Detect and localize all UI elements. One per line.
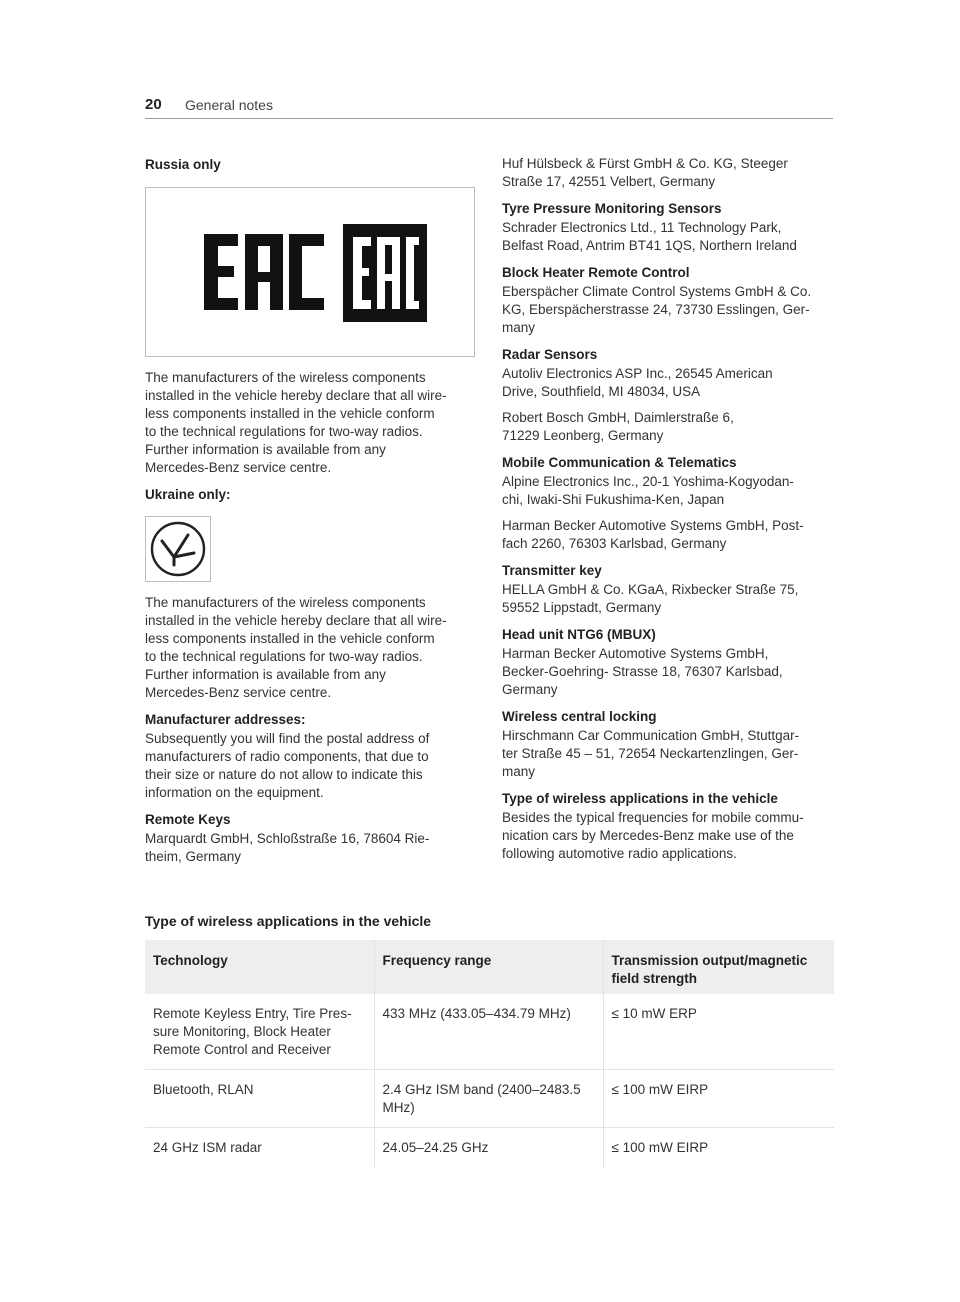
radar-text-2b: 71229 Leonberg, Germany bbox=[502, 428, 664, 443]
tyre-text-2: Belfast Road, Antrim BT41 1QS, Northern Ireland bbox=[502, 238, 797, 253]
block-text-2: KG, Eberspächerstrasse 24, 73730 Esslingen, Ger- bbox=[502, 302, 810, 317]
header-frequency: Frequency range bbox=[374, 940, 603, 994]
remote-keys-text-1: Marquardt GmbH, Schloßstraße 16, 78604 Rie- bbox=[145, 831, 430, 846]
type-heading: Type of wireless applications in the vehicle bbox=[502, 791, 778, 806]
header-technology: Technology bbox=[145, 940, 374, 994]
type-text-3: following automotive radio applications. bbox=[502, 846, 737, 861]
remote-keys-text-2: theim, Germany bbox=[145, 849, 242, 864]
header-transmission: Transmission output/magnetic field strength bbox=[603, 940, 834, 994]
cell-transmission: ≤ 100 mW EIRP bbox=[603, 1070, 834, 1128]
cell-frequency: 24.05–24.25 GHz bbox=[374, 1128, 603, 1168]
cell-transmission: ≤ 10 mW ERP bbox=[603, 994, 834, 1070]
table-row bbox=[145, 994, 834, 1070]
cell-transmission: ≤ 100 mW EIRP bbox=[603, 1128, 834, 1168]
russia-text-3: less components installed in the vehicle conform bbox=[145, 406, 435, 421]
wireless-heading: Wireless central locking bbox=[502, 709, 657, 724]
russia-text-2: installed in the vehicle hereby declare that all wire- bbox=[145, 388, 447, 403]
headunit-heading: Head unit NTG6 (MBUX) bbox=[502, 627, 656, 642]
right-column bbox=[502, 155, 838, 863]
cell-frequency: 2.4 GHz ISM band (2400–2483.5 MHz) bbox=[374, 1070, 603, 1128]
manufacturer-text-4: information on the equipment. bbox=[145, 785, 324, 800]
ukraine-mark-box bbox=[145, 516, 211, 582]
wireless-text-1: Hirschmann Car Communication GmbH, Stuttgar- bbox=[502, 728, 800, 743]
ukraine-text-6: Mercedes-Benz service centre. bbox=[145, 685, 332, 700]
manufacturer-heading: Manufacturer addresses: bbox=[145, 712, 306, 727]
manufacturer-text-1: Subsequently you will find the postal address of bbox=[145, 731, 430, 746]
cell-technology: Bluetooth, RLAN bbox=[145, 1070, 374, 1128]
wireless-text-2: ter Straße 45 – 51, 72654 Neckartenzlingen, Ger- bbox=[502, 746, 799, 761]
russia-text-6: Mercedes-Benz service centre. bbox=[145, 460, 332, 475]
manufacturer-text-2: manufacturers of radio components, that due to bbox=[145, 749, 429, 764]
section-title: General notes bbox=[185, 97, 273, 113]
table-header-row bbox=[145, 940, 834, 994]
page-number: 20 bbox=[145, 96, 162, 113]
wireless-text-3: many bbox=[502, 764, 536, 779]
russia-text-4: to the technical regulations for two-way radios. bbox=[145, 424, 423, 439]
cell-technology: 24 GHz ISM radar bbox=[153, 1140, 262, 1155]
transmitter-heading: Transmitter key bbox=[502, 563, 602, 578]
russia-text-5: Further information is available from any bbox=[145, 442, 386, 457]
cell-technology: Remote Keyless Entry, Tire Pres-sure Monitoring, Block Heater Remote Control and Receiver bbox=[145, 994, 374, 1070]
type-text-2: nication cars by Mercedes-Benz make use of the bbox=[502, 828, 794, 843]
ukraine-text-2: installed in the vehicle hereby declare that all wire- bbox=[145, 613, 447, 628]
tyre-heading: Tyre Pressure Monitoring Sensors bbox=[502, 201, 722, 216]
mobile-text-1b: chi, Iwaki-Shi Fukushima-Ken, Japan bbox=[502, 492, 725, 507]
radar-text-1b: Drive, Southfield, MI 48034, USA bbox=[502, 384, 701, 399]
wireless-applications-table bbox=[145, 940, 834, 1167]
radar-heading: Radar Sensors bbox=[502, 347, 598, 362]
mobile-text-2a: Harman Becker Automotive Systems GmbH, Post- bbox=[502, 518, 804, 533]
tyre-text-1: Schrader Electronics Ltd., 11 Technology Park, bbox=[502, 220, 782, 235]
radar-text-1a: Autoliv Electronics ASP Inc., 26545 American bbox=[502, 366, 773, 381]
ukraine-heading: Ukraine only: bbox=[145, 487, 231, 502]
transmitter-text-1: HELLA GmbH & Co. KGaA, Rixbecker Straße 75, bbox=[502, 582, 799, 597]
russia-heading: Russia only bbox=[145, 157, 221, 172]
mobile-text-2b: fach 2260, 76303 Karlsbad, Germany bbox=[502, 536, 727, 551]
page-header bbox=[145, 96, 833, 119]
radar-text-2a: Robert Bosch GmbH, Daimlerstraße 6, bbox=[502, 410, 734, 425]
huf-text-2: Straße 17, 42551 Velbert, Germany bbox=[502, 174, 716, 189]
ukraine-conformity-icon bbox=[146, 517, 210, 581]
ukraine-text-4: to the technical regulations for two-way radios. bbox=[145, 649, 423, 664]
huf-text-1: Huf Hülsbeck & Fürst GmbH & Co. KG, Steeger bbox=[502, 156, 788, 171]
headunit-text-1: Harman Becker Automotive Systems GmbH, bbox=[502, 646, 769, 661]
ukraine-text-5: Further information is available from any bbox=[145, 667, 386, 682]
block-text-3: many bbox=[502, 320, 536, 335]
remote-keys-heading: Remote Keys bbox=[145, 812, 231, 827]
cell-frequency: 433 MHz (433.05–434.79 MHz) bbox=[374, 994, 603, 1070]
ukraine-text-3: less components installed in the vehicle conform bbox=[145, 631, 435, 646]
table-row bbox=[145, 1128, 834, 1168]
table-title: Type of wireless applications in the vehicle bbox=[145, 913, 432, 929]
ukraine-text-1: The manufacturers of the wireless components bbox=[145, 595, 426, 610]
russia-text-1: The manufacturers of the wireless components bbox=[145, 370, 426, 385]
headunit-text-2: Becker-Goehring- Strasse 18, 76307 Karlsbad, bbox=[502, 664, 783, 679]
eac-mark-icon bbox=[146, 188, 474, 356]
mobile-heading: Mobile Communication & Telematics bbox=[502, 455, 737, 470]
type-text-1: Besides the typical frequencies for mobile commu- bbox=[502, 810, 804, 825]
block-text-1: Eberspächer Climate Control Systems GmbH & Co. bbox=[502, 284, 812, 299]
eac-letters-plain bbox=[204, 234, 324, 310]
manufacturer-text-3: their size or nature do not allow to indicate this bbox=[145, 767, 423, 782]
left-column bbox=[145, 155, 477, 866]
table-row bbox=[145, 1070, 834, 1128]
eac-mark-box bbox=[145, 187, 475, 357]
headunit-text-3: Germany bbox=[502, 682, 558, 697]
block-heading: Block Heater Remote Control bbox=[502, 265, 690, 280]
transmitter-text-2: 59552 Lippstadt, Germany bbox=[502, 600, 662, 615]
mobile-text-1a: Alpine Electronics Inc., 20-1 Yoshima-Kogyodan- bbox=[502, 474, 794, 489]
